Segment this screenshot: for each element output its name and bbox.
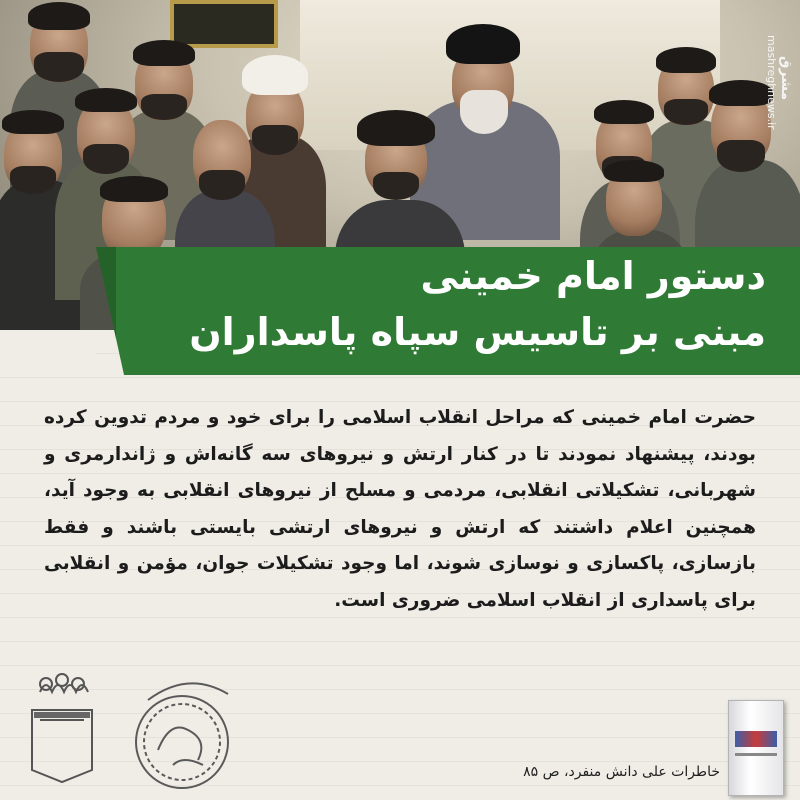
source-citation: خاطرات علی دانش منفرد، ص ۸۵ bbox=[523, 764, 720, 780]
book-cover-strip bbox=[735, 753, 777, 756]
revolution-documents-center-logo bbox=[10, 670, 114, 788]
news-site-watermark bbox=[758, 12, 794, 152]
title-line-1: دستور امام خمینی bbox=[420, 254, 766, 298]
body-paragraph: حضرت امام خمینی که مراحل انقلاب اسلامی را برای خود و مردم تدوین کرده بودند، پیشنهاد نمودند تا در کنار ارتش و نیروهای سه گانه‌اش و ژاندارمری و شهربانی، تشکیلاتی انقلابی، مردمی و مسلح از نیروهای انقلابی به وجود آید، همچنین اعلام داشتند که ارتش و نیروهای ارتشی بایستی باشند و فقط بازسازی، پاکسازی و نوسازی شوند، اما وجود تشکیلات جوان، مؤمن و انقلابی برای پاسداری از انقلاب اسلامی ضروری است. bbox=[44, 407, 756, 611]
book-cover-thumbnail bbox=[728, 700, 784, 796]
title-line-2: مبنی بر تاسیس سپاه پاسداران bbox=[189, 310, 766, 354]
site-url: mashreghnews.ir bbox=[765, 34, 778, 130]
wall-calligraphy-frame bbox=[170, 0, 278, 48]
paper-corner bbox=[0, 330, 96, 375]
khatereh-negasht-stamp bbox=[118, 680, 246, 795]
book-cover-band bbox=[735, 731, 777, 747]
site-logo: مشرق bbox=[778, 55, 794, 101]
